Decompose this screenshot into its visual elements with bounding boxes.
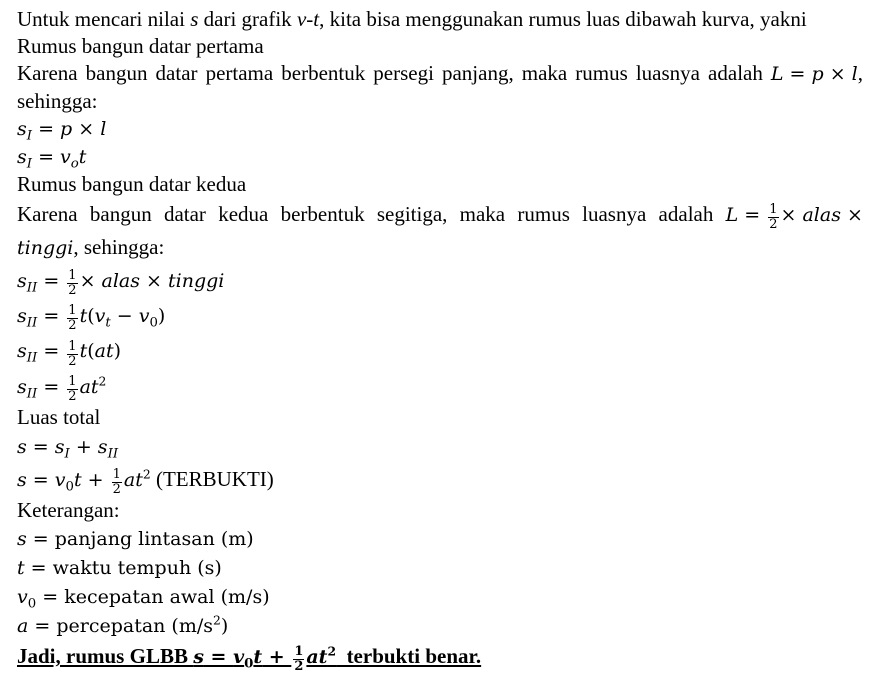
shape1-desc-w4: berbentuk bbox=[281, 61, 366, 85]
shape2-desc-w9: adalah bbox=[658, 202, 714, 226]
legend-item-t: t = waktu tempuh (s) bbox=[17, 556, 222, 579]
legend-item-a: a = percepatan $(m/s^2)$ bbox=[17, 613, 229, 637]
intro-dash: - bbox=[306, 7, 314, 31]
intro-text-3: , kita bisa menggunakan rumus luas dibawah kurva, yakni bbox=[319, 7, 807, 31]
shape2-desc-w0: Karena bbox=[17, 202, 78, 226]
shape1-eq1: $s_I = p \times l$ bbox=[17, 118, 107, 144]
shape2-desc-w8: luasnya bbox=[582, 202, 647, 226]
conclusion-prefix: Jadi, rumus GLBB bbox=[17, 643, 194, 668]
shape2-desc-w1: bangun bbox=[89, 202, 152, 226]
conclusion: Jadi, rumus GLBB $s = v_0t$ + $\frac{1}{2}$ $at^2$ terbukti benar. bbox=[17, 643, 482, 674]
legend-heading: Keterangan: bbox=[17, 497, 120, 522]
shape2-tinggi: tinggi bbox=[17, 237, 74, 260]
shape1-desc-w0: Karena bbox=[17, 61, 78, 85]
legend-item-v0: $v_0$ = kecepatan awal (m/s) bbox=[17, 585, 270, 612]
shape2-desc-w5: segitiga, bbox=[376, 202, 448, 226]
legend-item-s: s = panjang lintasan (m) bbox=[17, 527, 254, 550]
shape2-eq1: $s_{II}$ = $\frac{1}{2}$ × alas × tinggi bbox=[17, 268, 225, 299]
shape1-desc-w7: maka bbox=[521, 61, 568, 85]
shape1-desc-w9: luasnya bbox=[635, 61, 700, 85]
shape1-desc bbox=[17, 60, 863, 88]
shape2-desc-w7: rumus bbox=[517, 202, 570, 226]
shape1-desc-w2: datar bbox=[155, 61, 198, 85]
shape2-desc-w3: kedua bbox=[218, 202, 269, 226]
shape2-sehingga: , sehingga: bbox=[73, 235, 165, 260]
document-page bbox=[17, 6, 863, 674]
shape2-desc bbox=[17, 198, 863, 232]
shape2-heading: Rumus bangun datar kedua bbox=[17, 172, 247, 196]
intro-text-1: Untuk mencari nilai bbox=[17, 7, 191, 31]
shape1-desc-w6: panjang, bbox=[441, 61, 514, 85]
legend-text-t: = waktu tempuh (s) bbox=[24, 556, 222, 579]
shape1-sehingga: sehingga: bbox=[17, 89, 98, 113]
legend-text-v0: = kecepatan awal (m/s) bbox=[36, 585, 270, 608]
shape2-formula: L = $\frac{1}{2}$ × alas × bbox=[725, 202, 863, 233]
shape1-desc-w5: persegi bbox=[373, 61, 434, 85]
total-heading: Luas total bbox=[17, 404, 101, 429]
shape1-formula-text: L = p × l bbox=[770, 63, 858, 85]
shape1-heading: Rumus bangun datar pertama bbox=[17, 34, 264, 58]
shape2-tinggi-line bbox=[17, 232, 863, 263]
intro-var-v: v bbox=[296, 7, 307, 31]
intro-var-s: s bbox=[190, 7, 199, 31]
shape2-desc-w6: maka bbox=[459, 202, 506, 226]
shape1-eq2: $s_I = v_ot$ bbox=[17, 146, 87, 172]
total-eq1: $s = s_I + s_{II}$ bbox=[17, 435, 119, 462]
legend-text-s: = panjang lintasan (m) bbox=[26, 527, 254, 550]
intro-text-2: dari grafik bbox=[198, 7, 297, 31]
shape2-desc-w2: datar bbox=[163, 202, 206, 226]
shape1-desc-w10: adalah bbox=[708, 61, 763, 85]
shape1-desc-w1: bangun bbox=[85, 61, 148, 85]
shape1-comma: , bbox=[857, 61, 863, 85]
intro-line bbox=[17, 6, 863, 33]
intro-var-t: t bbox=[313, 7, 320, 31]
total-proved: (TERBUKTI) bbox=[150, 466, 274, 491]
shape2-eq4: $s_{II}$ = $\frac{1}{2}$ $at^2$ bbox=[17, 373, 107, 404]
total-eq2: $s = v_0t$ + $\frac{1}{2}$ $at^2$ (TERBUKTI) bbox=[17, 466, 274, 497]
shape1-desc-w8: rumus bbox=[575, 61, 628, 85]
shape2-eq3: $s_{II}$ = $\frac{1}{2}$ t(at) bbox=[17, 338, 122, 369]
conclusion-suffix: terbukti benar. bbox=[336, 643, 482, 668]
shape2-desc-w4: berbentuk bbox=[280, 202, 365, 226]
shape1-formula-L bbox=[771, 60, 863, 88]
shape1-desc-w3: pertama bbox=[205, 61, 274, 85]
shape2-eq2: $s_{II}$ = $\frac{1}{2}$ $t(v_t - v_0)$ bbox=[17, 303, 166, 334]
